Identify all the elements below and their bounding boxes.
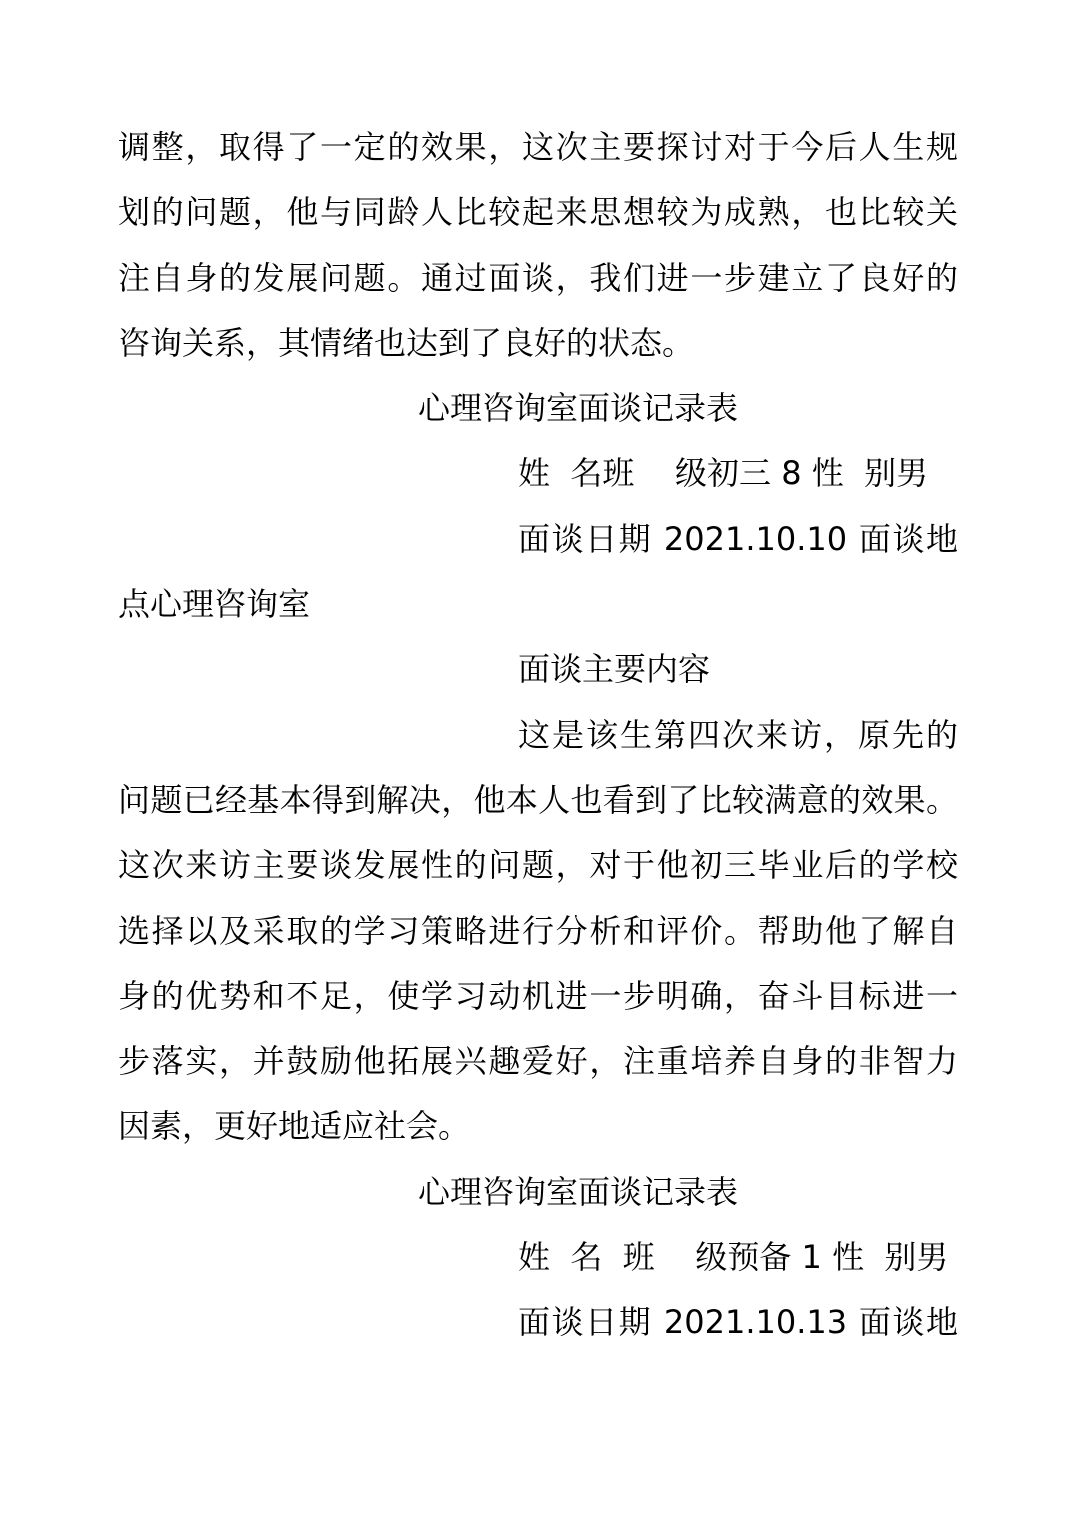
record-content-line: 身的优势和不足，使学习动机进一步明确，奋斗目标进一 [118, 976, 958, 1015]
record-content-line: 问题已经基本得到解决，他本人也看到了比较满意的效果。 [118, 780, 958, 819]
record-content-line: 这是该生第四次来访，原先的 [518, 715, 958, 754]
record-info-line: 姓 名班 级初三 8 性 别男 [518, 454, 929, 493]
body-text-line: 咨询关系，其情绪也达到了良好的状态。 [118, 323, 695, 362]
record-content-line: 步落实，并鼓励他拓展兴趣爱好，注重培养自身的非智力 [118, 1042, 958, 1081]
record-content-line: 因素，更好地适应社会。 [118, 1107, 471, 1146]
record-content-line: 这次来访主要谈发展性的问题，对于他初三毕业后的学校 [118, 846, 958, 885]
record-place-line: 点心理咨询室 [118, 585, 311, 624]
record-content-heading: 面谈主要内容 [518, 650, 711, 689]
record-title: 心理咨询室面谈记录表 [418, 1172, 739, 1211]
record-info-line: 姓 名 班 级预备 1 性 别男 [518, 1238, 949, 1277]
document-page [118, 115, 958, 1356]
record-title: 心理咨询室面谈记录表 [418, 389, 739, 428]
record-content-line: 选择以及采取的学习策略进行分析和评价。帮助他了解自 [118, 911, 958, 950]
body-text-line: 调整，取得了一定的效果，这次主要探讨对于今后人生规 [118, 128, 958, 166]
body-text-line: 划的问题，他与同龄人比较起来思想较为成熟，也比较关 [118, 193, 958, 232]
record-date-line: 面谈日期 2021.10.10 面谈地 [518, 519, 958, 558]
body-text-line: 注自身的发展问题。通过面谈，我们进一步建立了良好的 [118, 258, 958, 297]
record-date-line: 面谈日期 2021.10.13 面谈地 [518, 1303, 958, 1342]
